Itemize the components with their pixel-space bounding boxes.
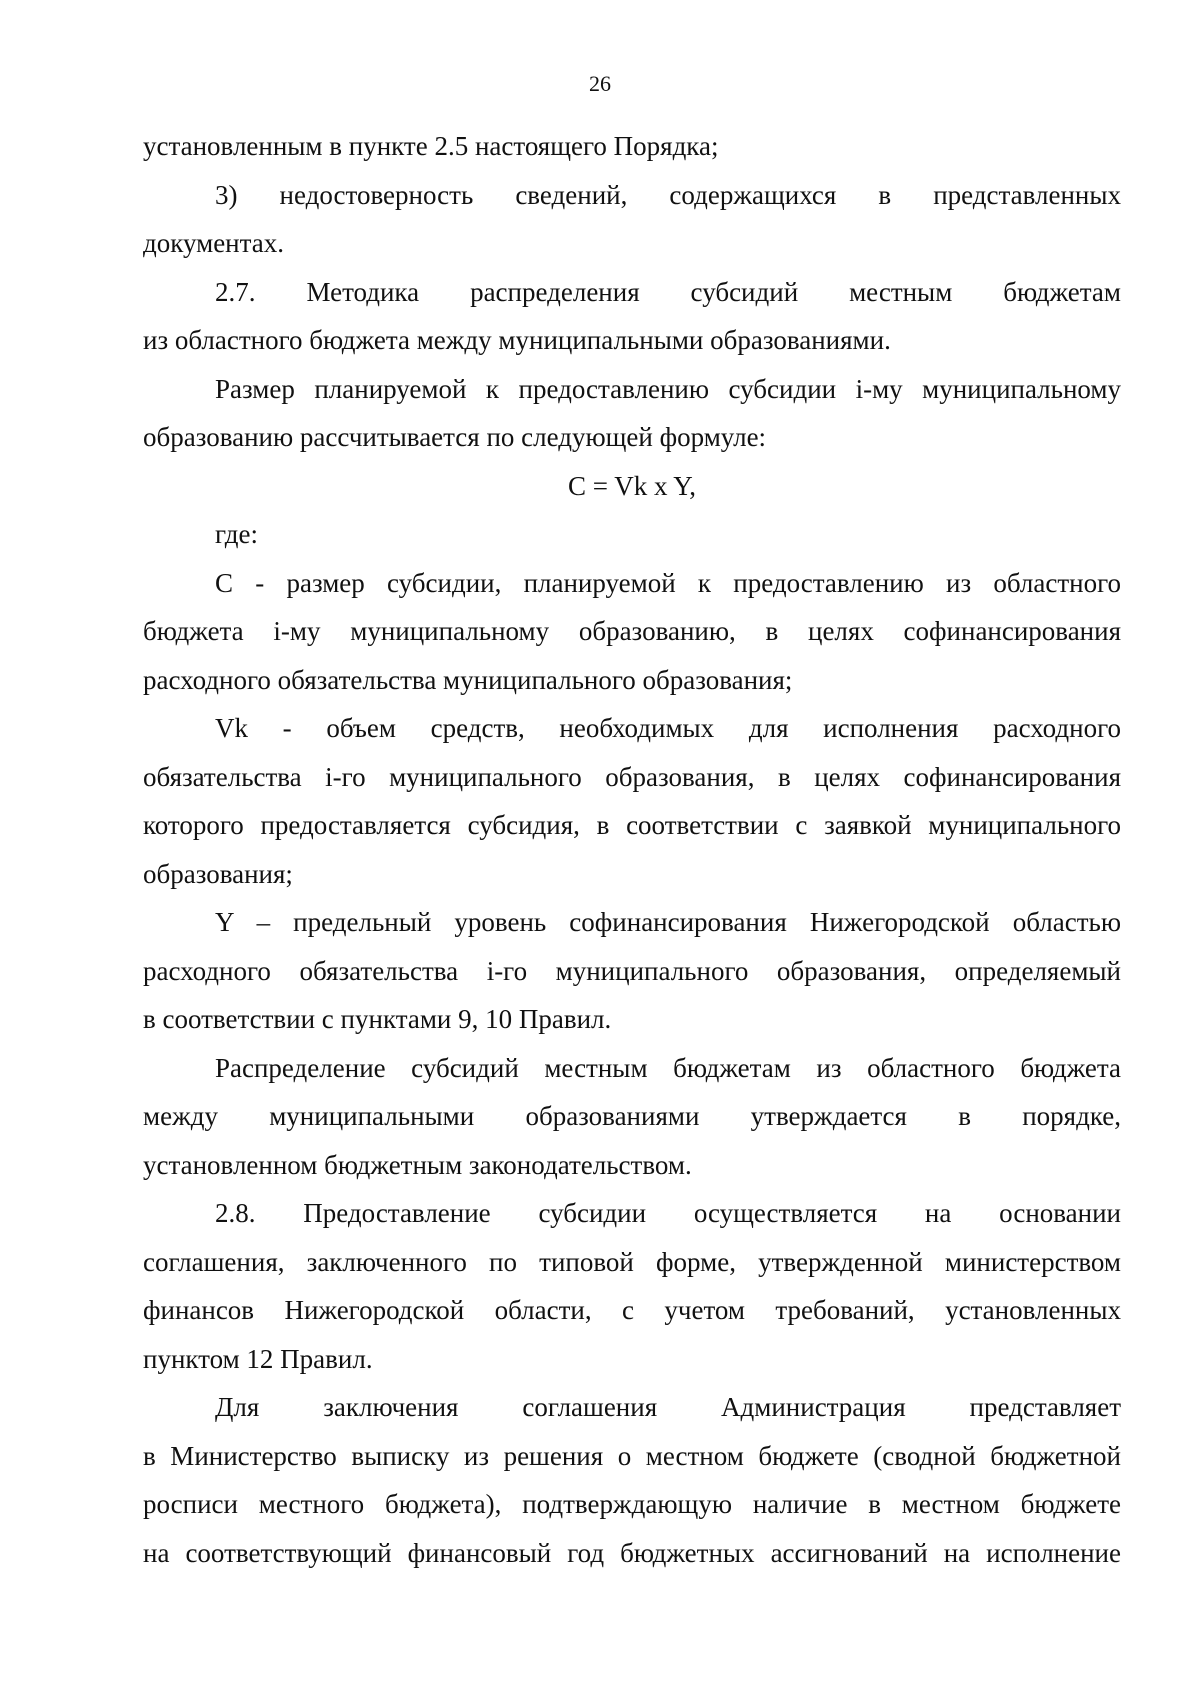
page-number: 26: [589, 71, 611, 96]
text-line: росписи местного бюджета), подтверждающую наличие в местном бюджете: [143, 1489, 1121, 1519]
text-line: пунктом 12 Правил.: [143, 1343, 373, 1374]
text-line: документах.: [143, 228, 284, 258]
text-line: образованию рассчитывается по следующей формуле:: [143, 422, 767, 452]
text-line: расходного обязательства муниципального образования;: [143, 664, 793, 695]
text-line: обязательства i-го муниципального образования, в целях софинансирования: [143, 761, 1121, 792]
text-line: установленном бюджетным законодательством.: [143, 1149, 692, 1180]
text-line: C - размер субсидии, планируемой к предоставлению из областного: [215, 567, 1121, 598]
text-line: между муниципальными образованиями утверждается в порядке,: [143, 1101, 1121, 1131]
text-line: 2.7. Методика распределения субсидий местным бюджетам: [215, 276, 1121, 307]
document-body: [143, 122, 1121, 1577]
text-line: где:: [215, 519, 258, 549]
text-line: расходного обязательства i-го муниципального образования, определяемый: [143, 955, 1121, 986]
text-line: Для заключения соглашения Администрация представляет: [215, 1392, 1121, 1422]
text-line: образования;: [143, 858, 293, 889]
text-line: в соответствии с пунктами 9, 10 Правил.: [143, 1004, 612, 1034]
text-line: Распределение субсидий местным бюджетам из областного бюджета: [215, 1052, 1121, 1083]
text-line: C = Vk x Y,: [567, 470, 696, 501]
text-line: Vk - объем средств, необходимых для исполнения расходного: [215, 713, 1121, 743]
text-line: на соответствующий финансовый год бюджетных ассигнований на исполнение: [143, 1537, 1121, 1568]
text-line: финансов Нижегородской области, с учетом требований, установленных: [143, 1295, 1121, 1325]
text-line: 2.8. Предоставление субсидии осуществляется на основании: [215, 1198, 1121, 1228]
text-line: в Министерство выписку из решения о местном бюджете (сводной бюджетной: [143, 1440, 1121, 1471]
text-line: Размер планируемой к предоставлению субсидии i-му муниципальному: [215, 373, 1121, 404]
text-line: Y – предельный уровень софинансирования Нижегородской областью: [215, 907, 1121, 937]
text-line: соглашения, заключенного по типовой форме, утвержденной министерством: [143, 1246, 1121, 1277]
text-line: из областного бюджета между муниципальными образованиями.: [143, 325, 891, 355]
text-line: которого предоставляется субсидия, в соответствии с заявкой муниципального: [143, 810, 1121, 840]
text-line: бюджета i-му муниципальному образованию, в целях софинансирования: [143, 616, 1121, 646]
text-line: 3) недостоверность сведений, содержащихся в представленных: [215, 179, 1121, 210]
text-line: установленным в пункте 2.5 настоящего Порядка;: [143, 131, 719, 161]
